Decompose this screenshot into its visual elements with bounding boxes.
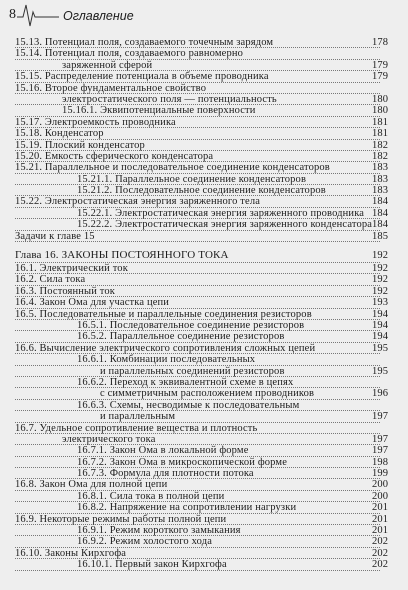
toc-entry — [0, 117, 408, 128]
toc-entry — [0, 196, 408, 207]
toc-page-number: 197 — [372, 445, 389, 457]
toc-page-number: 182 — [372, 150, 389, 162]
toc-entry-title: 16.5. Последовательные и параллельные соединения резисторов — [15, 308, 312, 320]
toc-page-number: 179 — [372, 71, 389, 83]
toc-entry — [0, 320, 408, 331]
toc-entry-title: 15.17. Электроемкость проводника — [15, 116, 176, 128]
toc-entry-title: Глава 16. ЗАКОНЫ ПОСТОЯННОГО ТОКА — [15, 249, 229, 262]
toc-page-number: 200 — [372, 490, 389, 502]
toc-page-number: 198 — [372, 456, 389, 468]
toc-entry-title: 15.20. Емкость сферического конденсатора — [15, 150, 214, 162]
toc-page-number: 194 — [372, 331, 389, 343]
toc-chapter-row — [0, 250, 408, 263]
toc-page-number: 183 — [372, 185, 389, 197]
toc-entry-title: и параллельных соединений резисторов — [100, 365, 285, 377]
toc-entry — [0, 377, 408, 388]
toc-entry — [0, 48, 408, 59]
toc-entry-title: 16.3. Постоянный ток — [15, 285, 116, 297]
toc-page-number: 194 — [372, 319, 389, 331]
toc-entry — [0, 185, 408, 196]
toc-entry-title: 16.7.3. Формула для плотности потока — [77, 468, 254, 480]
toc-page-number: 181 — [372, 116, 389, 128]
toc-entry — [0, 491, 408, 502]
toc-entry — [0, 219, 408, 230]
toc-entry-title: 15.21.1. Параллельное соединение конденсаторов — [77, 173, 307, 185]
toc-entry — [0, 388, 408, 399]
toc-entry — [0, 434, 408, 445]
toc-entry — [0, 174, 408, 185]
page-number: 8 — [9, 7, 16, 22]
toc-entry — [0, 274, 408, 285]
toc-page-number: 202 — [372, 547, 389, 559]
toc-page-number: 185 — [372, 230, 389, 242]
toc-entry-title: электростатического поля — потенциальность — [62, 93, 277, 105]
toc-entry-title: 16.7.2. Закон Ома в микроскопической форме — [77, 456, 288, 468]
toc-page-number: 196 — [372, 388, 389, 400]
toc-page-number: 180 — [372, 93, 389, 105]
toc-page-number: 192 — [372, 263, 389, 275]
toc-entry-title: 16.10. Законы Кирхгофа — [15, 547, 127, 559]
toc-page-number: 201 — [372, 502, 389, 514]
toc-entry-title: 16.6.1. Комбинации последовательных — [77, 354, 256, 366]
toc-page-number: 197 — [372, 411, 389, 423]
toc-entry — [0, 525, 408, 536]
toc-entry-title: 16.5.2. Параллельное соединение резисторов — [77, 331, 285, 343]
toc-entry-title: электрического тока — [62, 433, 156, 445]
toc-entry-title: 15.22.1. Электростатическая энергия заряженного проводника — [77, 207, 365, 219]
toc-page-number: 202 — [372, 559, 389, 571]
toc-entry-title: 16.8. Закон Ома для полной цепи — [15, 479, 168, 491]
toc-page-number: 192 — [372, 285, 389, 297]
toc-entry-title: и параллельным — [100, 411, 176, 423]
toc-page-number: 201 — [372, 525, 389, 537]
toc-entry — [0, 468, 408, 479]
toc-page-number: 194 — [372, 308, 389, 320]
toc-entry-title: 15.16.1. Эквипотенциальные поверхности — [62, 105, 256, 117]
toc-entry-title: 16.5.1. Последовательное соединение резисторов — [77, 319, 305, 331]
toc-entry-title: 15.16. Второе фундаментальное свойство — [15, 82, 207, 94]
toc-entry — [0, 479, 408, 490]
toc-entry-title: 16.1. Электрический ток — [15, 263, 128, 275]
toc-page-number: 199 — [372, 468, 389, 480]
toc-entry-title: 15.21. Параллельное и последовательное соединение конденсаторов — [15, 162, 330, 174]
toc-entry-title: 15.15. Распределение потенциала в объеме проводника — [15, 71, 269, 83]
toc-page-number: 192 — [372, 250, 389, 262]
toc-entry — [0, 263, 408, 274]
toc-page-number: 201 — [372, 513, 389, 525]
toc-entry — [0, 162, 408, 173]
toc-entry — [0, 536, 408, 547]
toc-entry-title: 16.9.1. Режим короткого замыкания — [77, 525, 241, 537]
toc-page-number: 193 — [372, 297, 389, 309]
toc-entry-title: 16.7.1. Закон Ома в локальной форме — [77, 445, 249, 457]
toc-entry — [0, 423, 408, 434]
toc-entry — [0, 445, 408, 456]
toc-entry-title: 16.9.2. Режим холостого хода — [77, 536, 212, 548]
toc-entry — [0, 128, 408, 139]
toc-page-number: 195 — [372, 342, 389, 354]
toc-entry-title: 16.4. Закон Ома для участка цепи — [15, 297, 170, 309]
toc-entry-title: 16.9. Некоторые режимы работы полной цепи — [15, 513, 227, 525]
toc-page-number: 181 — [372, 128, 389, 140]
toc-page-number: 195 — [372, 365, 389, 377]
toc-entry — [0, 71, 408, 82]
toc-page-number: 182 — [372, 139, 389, 151]
toc-entry — [0, 400, 408, 411]
toc-entry — [0, 354, 408, 365]
toc-entry — [0, 457, 408, 468]
toc-entry — [0, 140, 408, 151]
toc-entry — [0, 60, 408, 71]
toc-page-number: 184 — [372, 196, 389, 208]
toc-page-number: 183 — [372, 162, 389, 174]
toc-page-number: 178 — [372, 37, 389, 48]
toc-page-number: 197 — [372, 433, 389, 445]
toc-page-number: 184 — [372, 219, 389, 231]
toc-entry — [0, 514, 408, 525]
toc-entry — [0, 548, 408, 559]
toc-entry — [0, 83, 408, 94]
toc-page-number: 202 — [372, 536, 389, 548]
toc-entry-title: Задачи к главе 15 — [15, 230, 95, 242]
toc-page-number: 179 — [372, 59, 389, 71]
toc-entry-title: 16.8.2. Напряжение на сопротивлении нагрузки — [77, 502, 297, 514]
toc-entry-title: 15.18. Конденсатор — [15, 128, 104, 140]
toc-entry-title: 16.6.3. Схемы, несводимые к последовательным — [77, 399, 300, 411]
toc-entry — [0, 297, 408, 308]
toc-entry — [0, 151, 408, 162]
toc-entry-title: 15.22. Электростатическая энергия заряженного тела — [15, 196, 261, 208]
toc-entry — [0, 37, 408, 48]
toc-entry-title: заряженной сферой — [62, 59, 153, 71]
page-title: Оглавление — [63, 9, 134, 23]
toc-entry-title: 16.7. Удельное сопротивление вещества и плотность — [15, 422, 258, 434]
toc-entry-title: 16.10.1. Первый закон Кирхгофа — [77, 559, 227, 571]
toc-entry — [0, 343, 408, 354]
toc-page-number: 200 — [372, 479, 389, 491]
toc-entry-title: 16.6.2. Переход к эквивалентной схеме в цепях — [77, 376, 294, 388]
toc-entry-title: 15.22.2. Электростатическая энергия заряженного конденсатора — [77, 219, 373, 231]
toc-entry — [0, 208, 408, 219]
toc-entry — [0, 231, 408, 242]
toc-entry — [0, 309, 408, 320]
page-header — [0, 0, 408, 32]
toc-entry-title: 15.19. Плоский конденсатор — [15, 139, 145, 151]
toc-page-number: 184 — [372, 207, 389, 219]
toc-entry — [0, 105, 408, 116]
toc-entry — [0, 559, 408, 570]
toc-entry — [0, 502, 408, 513]
toc-entry — [0, 366, 408, 377]
toc-entry-title: 16.8.1. Сила тока в полной цепи — [77, 490, 225, 502]
pulse-icon — [17, 2, 59, 28]
toc-entry-title: 16.6. Вычисление электрического сопротивления сложных цепей — [15, 342, 316, 354]
toc-entry-title: 16.2. Сила тока — [15, 274, 86, 286]
toc-entry — [0, 94, 408, 105]
toc-entry — [0, 331, 408, 342]
toc-entry-title: 15.14. Потенциал поля, создаваемого равномерно — [15, 48, 244, 60]
toc-page-number: 192 — [372, 274, 389, 286]
table-of-contents — [0, 37, 408, 571]
toc-entry-title: 15.21.2. Последовательное соединение конденсаторов — [77, 185, 326, 197]
toc-entry — [0, 411, 408, 422]
toc-page-number: 183 — [372, 173, 389, 185]
toc-page-number: 180 — [372, 105, 389, 117]
toc-entry — [0, 286, 408, 297]
toc-entry-title: с симметричным расположением проводников — [100, 388, 315, 400]
toc-entry-title: 15.13. Потенциал поля, создаваемого точечным зарядом — [15, 37, 274, 48]
